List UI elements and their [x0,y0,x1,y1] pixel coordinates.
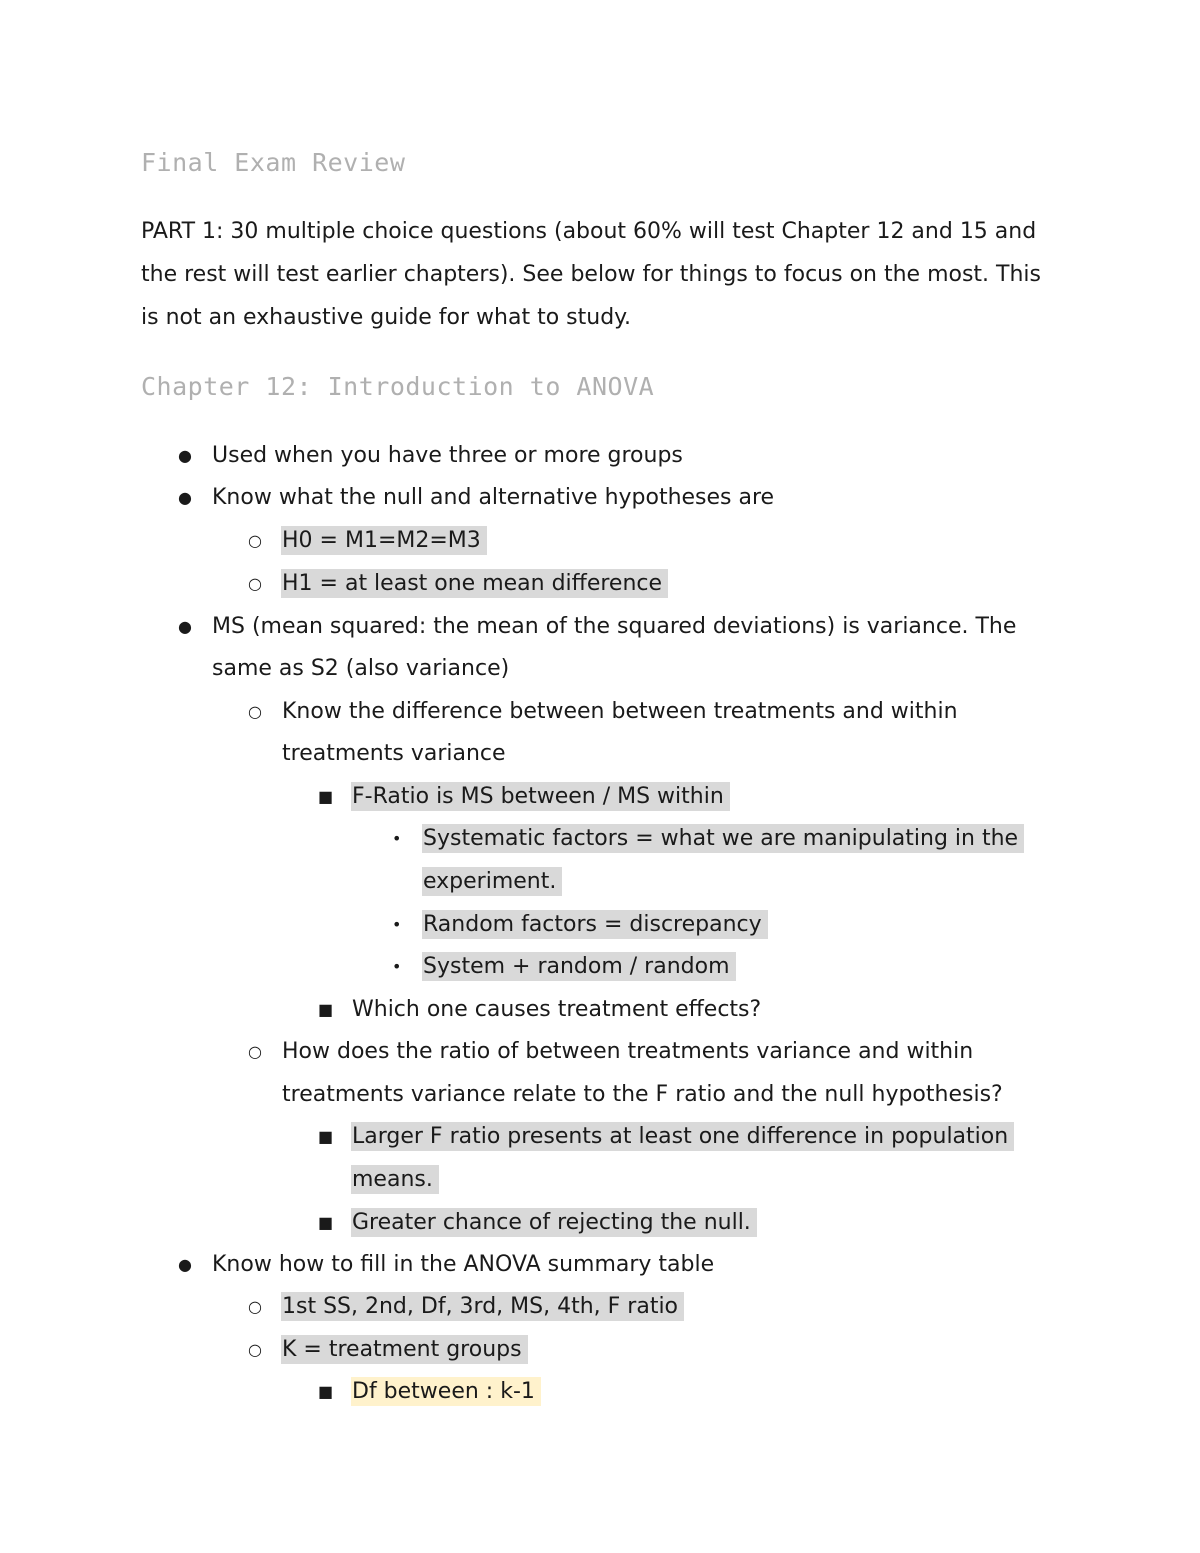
highlighted-text: System + random / random [422,952,736,981]
disc-bullet-icon: ● [178,1255,192,1274]
square-bullet-icon: ■ [318,1000,334,1019]
highlighted-text: 1st SS, 2nd, Df, 3rd, MS, 4th, F ratio [281,1292,684,1321]
intro-line: is not an exhaustive guide for what to study. [141,305,632,330]
intro-line: PART 1: 30 multiple choice questions (about 60% will test Chapter 12 and 15 and [141,219,1037,244]
circle-bullet-icon: ○ [248,531,262,550]
list-item-continuation [351,1165,439,1199]
square-bullet-icon: ■ [318,1213,334,1232]
list-item-continuation: same as S2 (also variance) [212,656,510,681]
square-bullet-icon: ■ [318,1127,334,1146]
list-item [351,1377,541,1411]
circle-bullet-icon: ○ [248,1340,262,1359]
list-item [422,952,736,986]
circle-bullet-icon: ○ [248,1297,262,1316]
chapter-heading: Chapter 12: Introduction to ANOVA [141,372,655,401]
list-item: Used when you have three or more groups [212,443,683,468]
highlighted-text: means. [351,1165,439,1194]
list-item-continuation: treatments variance relate to the F ratio and the null hypothesis? [282,1082,1003,1107]
list-item-continuation [422,867,562,901]
intro-paragraph [141,210,1041,339]
list-item: Know the difference between between treatments and within [282,699,958,724]
disc-bullet-icon: ● [178,617,192,636]
circle-bullet-icon: ○ [248,702,262,721]
intro-line: the rest will test earlier chapters). See below for things to focus on the most. This [141,262,1041,287]
list-item [281,1335,528,1369]
small-disc-bullet-icon: • [392,829,402,848]
list-item: How does the ratio of between treatments variance and within [282,1039,974,1064]
circle-bullet-icon: ○ [248,574,262,593]
highlighted-text: K = treatment groups [281,1335,528,1364]
small-disc-bullet-icon: • [392,957,402,976]
list-item: Know what the null and alternative hypotheses are [212,485,775,510]
list-item: Know how to fill in the ANOVA summary table [212,1252,715,1277]
highlighted-text: Larger F ratio presents at least one difference in population [351,1122,1014,1151]
list-item [281,569,668,603]
highlighted-text: H0 = M1=M2=M3 [281,526,487,555]
highlighted-text: Random factors = discrepancy [422,910,768,939]
list-item-continuation: treatments variance [282,741,506,766]
highlighted-text: H1 = at least one mean difference [281,569,668,598]
list-item [422,824,1024,858]
disc-bullet-icon: ● [178,446,192,465]
list-item: Which one causes treatment effects? [352,997,762,1022]
page-title: Final Exam Review [141,148,406,177]
disc-bullet-icon: ● [178,488,192,507]
list-item: MS (mean squared: the mean of the squared deviations) is variance. The [212,614,1017,639]
circle-bullet-icon: ○ [248,1042,262,1061]
small-disc-bullet-icon: • [392,915,402,934]
highlighted-text: Systematic factors = what we are manipulating in the [422,824,1024,853]
list-item [281,1292,684,1326]
list-item [281,526,487,560]
highlighted-text: experiment. [422,867,562,896]
highlighted-text: F-Ratio is MS between / MS within [351,782,730,811]
list-item [351,1208,757,1242]
list-item [351,782,730,816]
square-bullet-icon: ■ [318,1382,334,1401]
square-bullet-icon: ■ [318,787,334,806]
highlighted-text: Greater chance of rejecting the null. [351,1208,757,1237]
list-item [422,910,768,944]
list-item [351,1122,1014,1156]
highlighted-text-yellow: Df between : k-1 [351,1377,541,1406]
